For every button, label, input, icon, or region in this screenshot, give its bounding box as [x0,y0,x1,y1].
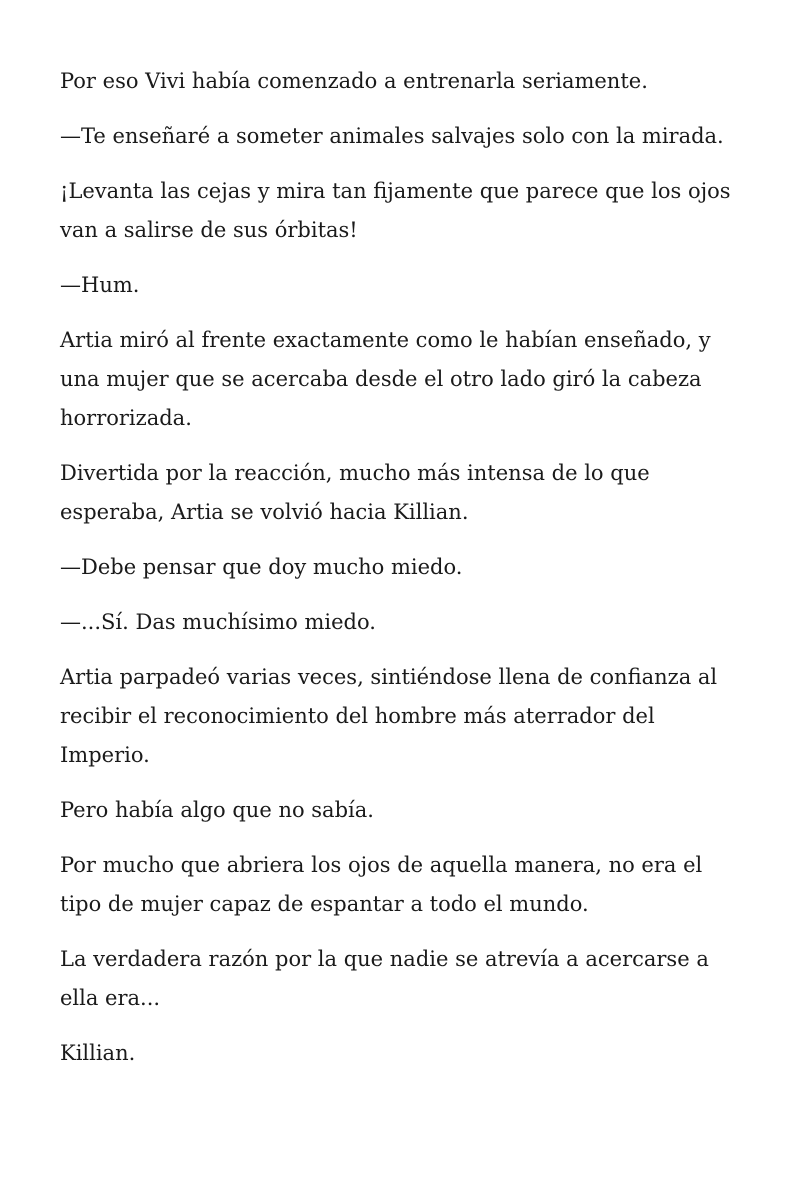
paragraph: Por eso Vivi había comenzado a entrenarla seriamente. [60,69,648,93]
paragraph: Artia parpadeó varias veces, sintiéndose llena de confianza al recibir el reconocimiento del hombre más aterrador del Imperio. [60,665,718,767]
paragraph: Artia miró al frente exactamente como le habían enseñado, y una mujer que se acercaba desde el otro lado giró la cabeza horrorizada. [60,328,711,430]
paragraph: —...Sí. Das muchísimo miedo. [60,610,376,634]
paragraph: ¡Levanta las cejas y mira tan fijamente que parece que los ojos van a salirse de sus órbitas! [60,179,731,242]
paragraph: —Hum. [60,273,140,297]
paragraph: La verdadera razón por la que nadie se atrevía a acercarse a ella era... [60,947,709,1010]
paragraph: Killian. [60,1041,136,1065]
paragraph: Divertida por la reacción, mucho más intensa de lo que esperaba, Artia se volvió hacia Killian. [60,461,650,524]
paragraph: —Te enseñaré a someter animales salvajes solo con la mirada. [60,124,724,148]
paragraph: Pero había algo que no sabía. [60,798,374,822]
paragraph: Por mucho que abriera los ojos de aquella manera, no era el tipo de mujer capaz de espantar a todo el mundo. [60,853,703,916]
paragraph: —Debe pensar que doy mucho miedo. [60,555,463,579]
